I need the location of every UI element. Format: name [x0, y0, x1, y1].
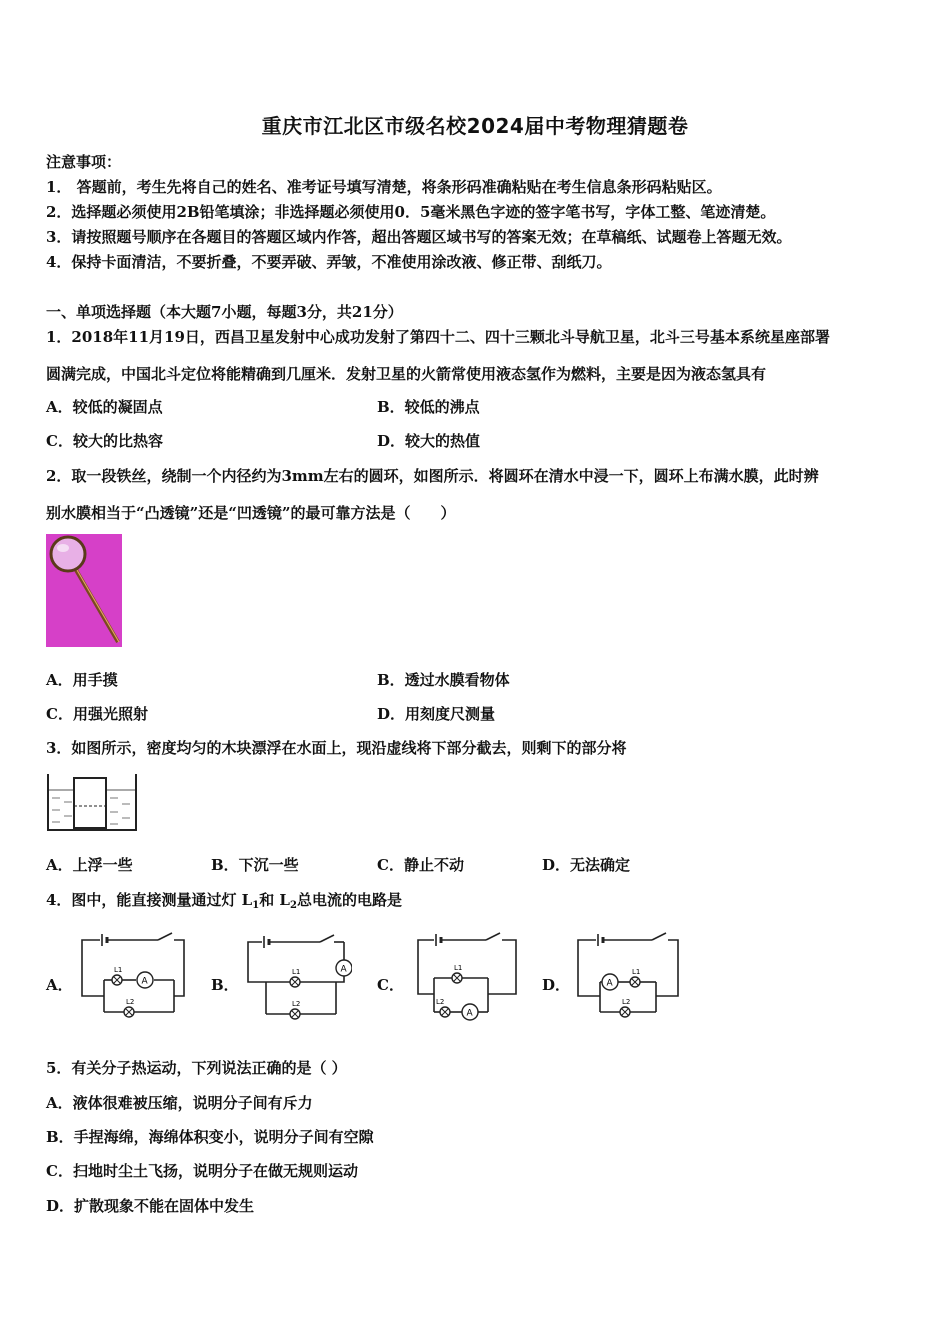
- q2-option-a: A．用手摸: [46, 671, 118, 689]
- q1-stem-line2: 圆满完成，中国北斗定位将能精确到几厘米．发射卫星的火箭常使用液态氢作为燃料，主要是因为液态氢具有: [46, 365, 767, 383]
- notice-item-1: 1． 答题前，考生先将自己的姓名、准考证号填写清楚，将条形码准确粘贴在考生信息条形码粘贴区。: [46, 178, 722, 196]
- q5-stem-line1: 5．有关分子热运动，下列说法正确的是（ ）: [46, 1059, 347, 1077]
- q4-label-c: C．: [377, 976, 404, 994]
- q5-option-d: D．扩散现象不能在固体中发生: [46, 1197, 255, 1215]
- section-heading: 一、单项选择题（本大题7小题，每题3分，共21分）: [46, 303, 403, 321]
- q2-option-d: D．用刻度尺测量: [377, 705, 496, 723]
- q5-option-a: A．液体很难被压缩，说明分子间有斥力: [46, 1094, 313, 1112]
- svg-text:L2: L2: [622, 998, 631, 1006]
- svg-text:A: A: [606, 978, 613, 989]
- q2-stem-line2: 别水膜相当于“凸透镜”还是“凹透镜”的最可靠方法是（ ）: [46, 504, 456, 522]
- circuit-d-figure: [574, 930, 682, 1022]
- notice-item-2: 2．选择题必须使用2B铅笔填涂；非选择题必须使用0．5毫米黑色字迹的签字笔书写，字体工整、笔迹清楚。: [46, 203, 776, 221]
- q1-option-d: D．较大的热值: [377, 432, 481, 450]
- q2-option-b: B．透过水膜看物体: [377, 671, 510, 689]
- q4-label-b: B．: [211, 976, 239, 994]
- circuit-a-figure: [78, 930, 186, 1022]
- q5-option-b: B．手捏海绵，海绵体积变小，说明分子间有空隙: [46, 1128, 374, 1146]
- q1-option-c: C．较大的比热容: [46, 432, 163, 450]
- q1-stem-line1: 1．2018年11月19日，西昌卫星发射中心成功发射了第四十二、四十三颗北斗导航卫星，北斗三号基本系统星座部署: [46, 328, 830, 346]
- q4-label-a: A．: [46, 976, 73, 994]
- svg-text:A: A: [141, 976, 148, 987]
- q1-option-b: B．较低的沸点: [377, 398, 480, 416]
- floating-block-figure: [46, 772, 138, 834]
- svg-text:L1: L1: [114, 966, 123, 974]
- svg-text:L2: L2: [126, 998, 135, 1006]
- svg-text:L1: L1: [454, 964, 463, 972]
- svg-text:L2: L2: [292, 1000, 301, 1008]
- svg-text:A: A: [466, 1008, 473, 1019]
- svg-text:L1: L1: [632, 968, 641, 976]
- circuit-c-figure: [412, 930, 520, 1022]
- q3-option-a: A．上浮一些: [46, 856, 133, 874]
- page-title: 重庆市江北区市级名校2024届中考物理猜题卷: [261, 114, 689, 138]
- svg-text:L1: L1: [292, 968, 301, 976]
- wire-ring-figure: [46, 534, 122, 647]
- q4-label-d: D．: [542, 976, 571, 994]
- q3-option-b: B．下沉一些: [211, 856, 299, 874]
- q2-stem-line1: 2．取一段铁丝，绕制一个内径约为3mm左右的圆环，如图所示．将圆环在清水中浸一下，圆环上布满水膜，此时辨: [46, 467, 819, 485]
- svg-text:L2: L2: [436, 998, 445, 1006]
- q1-option-a: A．较低的凝固点: [46, 398, 163, 416]
- q4-stem-line1: 4．图中，能直接测量通过灯 $L_1$和 $L_2$总电流的电路是: [46, 891, 402, 911]
- circuit-b-figure: [240, 932, 352, 1024]
- notice-item-4: 4．保持卡面清洁，不要折叠，不要弄破、弄皱，不准使用涂改液、修正带、刮纸刀。: [46, 253, 612, 271]
- q2-option-c: C．用强光照射: [46, 705, 148, 723]
- q5-option-c: C．扫地时尘土飞扬，说明分子在做无规则运动: [46, 1162, 358, 1180]
- notice-item-3: 3．请按照题号顺序在各题目的答题区域内作答，超出答题区域书写的答案无效；在草稿纸、试题卷上答题无效。: [46, 228, 792, 246]
- q3-stem-line1: 3．如图所示，密度均匀的木块漂浮在水面上，现沿虚线将下部分截去，则剩下的部分将: [46, 739, 627, 757]
- notice-heading: 注意事项：: [46, 153, 122, 171]
- svg-text:A: A: [340, 964, 347, 975]
- q3-option-d: D．无法确定: [542, 856, 631, 874]
- q3-option-c: C．静止不动: [377, 856, 464, 874]
